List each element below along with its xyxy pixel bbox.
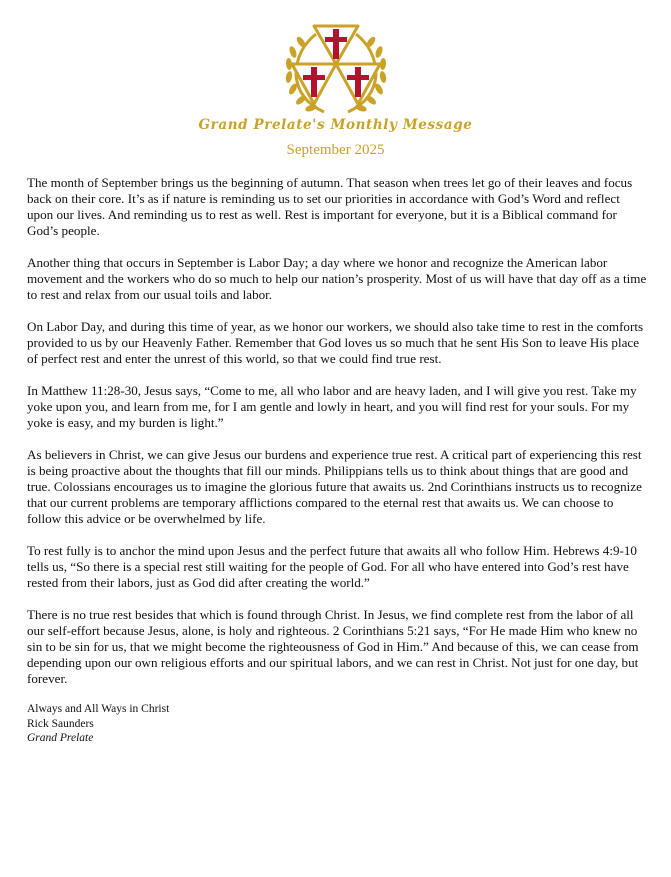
signature-closing: Always and All Ways in Christ: [27, 703, 170, 715]
paragraph: On Labor Day, and during this time of year, as we honor our workers, we should also take time to rest in the comforts provided to us by our Heavenly Father. Remember that God loves us so much that he sent His Son to leave His place of perfect rest and enter the unrest of this world, so that we could find true rest.: [27, 319, 644, 366]
page-title: Grand Prelate's Monthly Message: [198, 117, 473, 133]
message-body: [27, 175, 647, 703]
signature-block: [27, 702, 169, 746]
signature-name: Rick Saunders: [27, 717, 94, 730]
signature-role: Grand Prelate: [27, 732, 94, 744]
paragraph: There is no true rest besides that which is found through Christ. In Jesus, we find complete rest from the labor of all our self-effort because Jesus, alone, is holy and righteous. 2 Corinthians 5:21 says, “For He made Him who knew no sin to be sin for us, that we might become the righteousness of God in Him.” And because of this, we can cease from depending upon our own religious efforts and our spiritual labors, and we can rest in Christ. Not just for one day, but forever.: [27, 607, 639, 686]
paragraph: To rest fully is to anchor the mind upon Jesus and the perfect future that awaits all who follow Him. Hebrews 4:9-10 tells us, “So there is a special rest still waiting for the people of God. For all who have entered into God’s rest have rested from their labors, just as God did after creating the world.”: [27, 543, 637, 590]
paragraph: Another thing that occurs in September is Labor Day; a day where we honor and recognize the American labor movement and the workers who do so much to help our nation’s prosperity. Most of us will have that day off as a time to rest and relax from our usual toils and labor.: [27, 255, 647, 302]
paragraph: In Matthew 11:28-30, Jesus says, “Come to me, all who labor and are heavy laden, and I will give you rest. Take my yoke upon you, and learn from me, for I am gentle and lowly in heart, and you will find rest for your souls. For my yoke is easy, and my burden is light.”: [27, 383, 637, 430]
triple-triangle-cross-laurel-icon: [276, 20, 396, 120]
issue-date: September 2025: [286, 142, 385, 158]
paragraph: The month of September brings us the beginning of autumn. That season when trees let go of their leaves and focus back on their core. It’s as if nature is reminding us to set our priorities in accordance with God’s Word and reflect upon our lives. And reminding us to rest as well. Rest is important for everyone, but it is a Biblical command for God’s people.: [27, 175, 633, 238]
paragraph: As believers in Christ, we can give Jesus our burdens and experience true rest. A critical part of experiencing this rest is being proactive about the thoughts that fill our minds. Philippians tells us to think about things that are good and true. Colossians encourages us to imagine the glorious future that awaits us. 2nd Corinthians instructs us to recognize that our current problems are temporary afflictions compared to the eternal rest that awaits us. We can choose to follow this advice or be overwhelmed by life.: [27, 447, 642, 526]
